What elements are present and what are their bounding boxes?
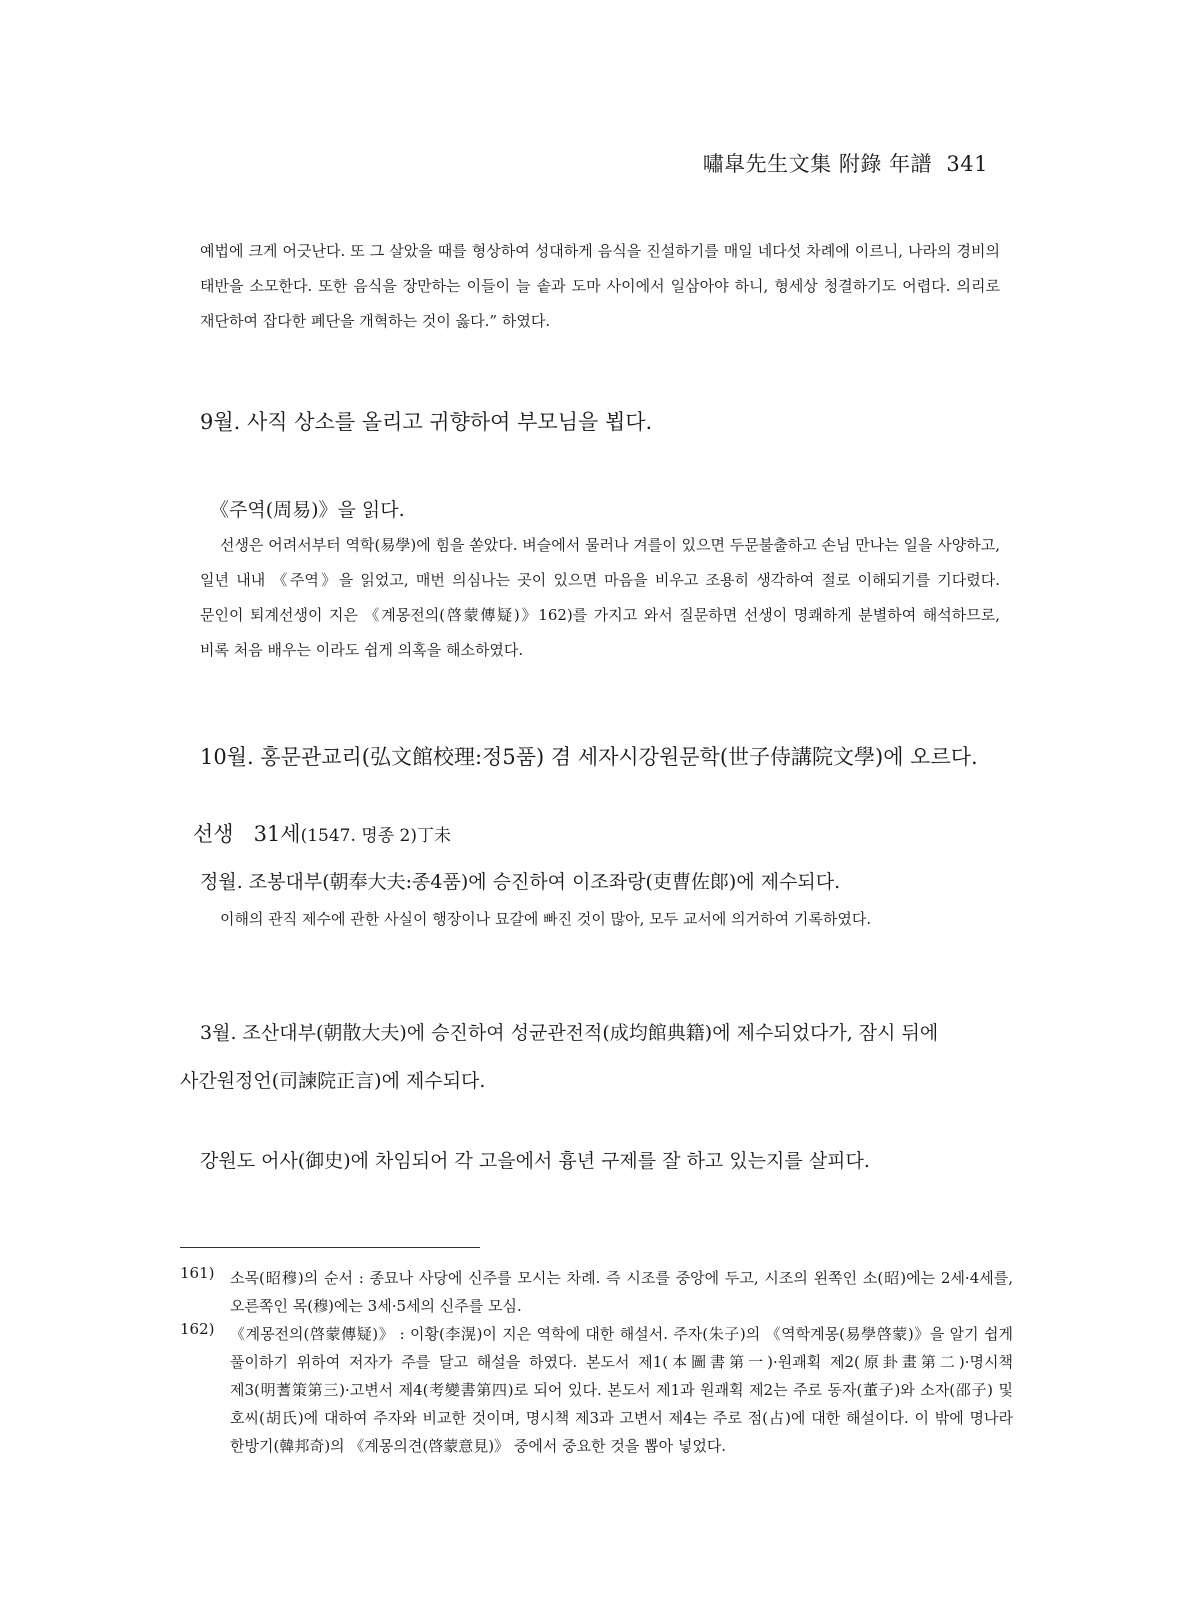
section-heading-september: 9월. 사직 상소를 올리고 귀향하여 부모님을 뵙다. bbox=[200, 410, 653, 434]
footnote-text: 《계몽전의(啓蒙傳疑)》 : 이황(李滉)이 지은 역학에 대한 해설서. 주자(朱子)의 《역학계몽(易學啓蒙)》을 알기 쉽게 풀이하기 위하여 저자가 주를 달고 해설을 하였다. 본도서 제1(本圖書第一)·원괘획 제2(原卦畫第二)·명시책 제3(明蓍策第三)·고변서 제4(考變書第四)로 되어 있다. 본도서 제1과 원괘획 제2는 주로 동자(董子)와 소자(邵子) 및 호씨(胡氏)에 대하여 주자와 비교한 것이며, 명시책 제3과 고변서 제4는 주로 점(占)에 대한 해설이다. 이 밖에 명나라 한방기(韓邦奇)의 《계몽의견(啓蒙意見)》 중에서 중요한 것을 뽑아 넣었다. bbox=[230, 1325, 1013, 1455]
body-paragraph-1: 예법에 크게 어긋난다. 또 그 살았을 때를 형상하여 성대하게 음식을 진설하기를 매일 네다섯 차례에 이르니, 나라의 경비의 태반을 소모한다. 또한 음식을 장만하는 이들이 늘 솥과 도마 사이에서 일삼아야 하니, 형세상 청결하기도 어렵다. 의리로 재단하여 잡다한 폐단을 개혁하는 것이 옳다.” 하였다. bbox=[200, 242, 1000, 330]
age-detail: (1547. 명종 2)丁未 bbox=[300, 826, 451, 846]
age-heading bbox=[193, 818, 451, 848]
section-heading-zhouyi: 《주역(周易)》을 읽다. bbox=[210, 499, 405, 521]
section-heading-october: 10월. 홍문관교리(弘文館校理:정5품) 겸 세자시강원문학(世子侍講院文學)에 오르다. bbox=[200, 745, 978, 769]
section-heading-january: 정월. 조봉대부(朝奉大夫:종4품)에 승진하여 이조좌랑(吏曹佐郞)에 제수되다. bbox=[200, 871, 841, 893]
running-title: 嘯皐先生文集 附錄 年譜 bbox=[702, 152, 933, 176]
footnote-number: 162) bbox=[180, 1320, 215, 1338]
body-paragraph-3: 이해의 관직 제수에 관한 사실이 행장이나 묘갈에 빠진 것이 많아, 모두 교서에 의거하여 기록하였다. bbox=[220, 910, 872, 928]
page-number: 341 bbox=[946, 152, 988, 176]
footnote-text: 소목(昭穆)의 순서 : 종묘나 사당에 신주를 모시는 차례. 즉 시조를 중앙에 두고, 시조의 왼쪽인 소(昭)에는 2세·4세를, 오른쪽인 목(穆)에는 3세·5세의 신주를 모심. bbox=[230, 1269, 1013, 1315]
footnote-divider bbox=[180, 1247, 480, 1248]
body-paragraph-2: 선생은 어려서부터 역학(易學)에 힘을 쏟았다. 벼슬에서 물러나 겨를이 있으면 두문불출하고 손님 만나는 일을 사양하고, 일년 내내 《주역》을 읽었고, 매번 의심나는 곳이 있으면 마음을 비우고 조용히 생각하여 절로 이해되기를 기다렸다. 문인이 퇴계선생이 지은 《계몽전의(啓蒙傳疑)》162)를 가지고 와서 질문하면 선생이 명쾌하게 분별하여 해석하므로, 비록 처음 배우는 이라도 쉽게 의혹을 해소하였다. bbox=[200, 536, 1000, 659]
section-heading-gangwon: 강원도 어사(御史)에 차임되어 각 고을에서 흉년 구제를 잘 하고 있는지를 살피다. bbox=[200, 1150, 870, 1172]
footnote-number: 161) bbox=[180, 1264, 215, 1282]
running-header bbox=[703, 148, 988, 178]
section-heading-march-line-2: 사간원정언(司諫院正言)에 제수되다. bbox=[180, 1070, 486, 1092]
age-label: 선생 bbox=[193, 822, 234, 846]
section-heading-march-line-1: 3월. 조산대부(朝散大夫)에 승진하여 성균관전적(成均館典籍)에 제수되었다가, 잠시 뒤에 bbox=[200, 1022, 939, 1044]
age-number: 31세 bbox=[253, 822, 301, 846]
